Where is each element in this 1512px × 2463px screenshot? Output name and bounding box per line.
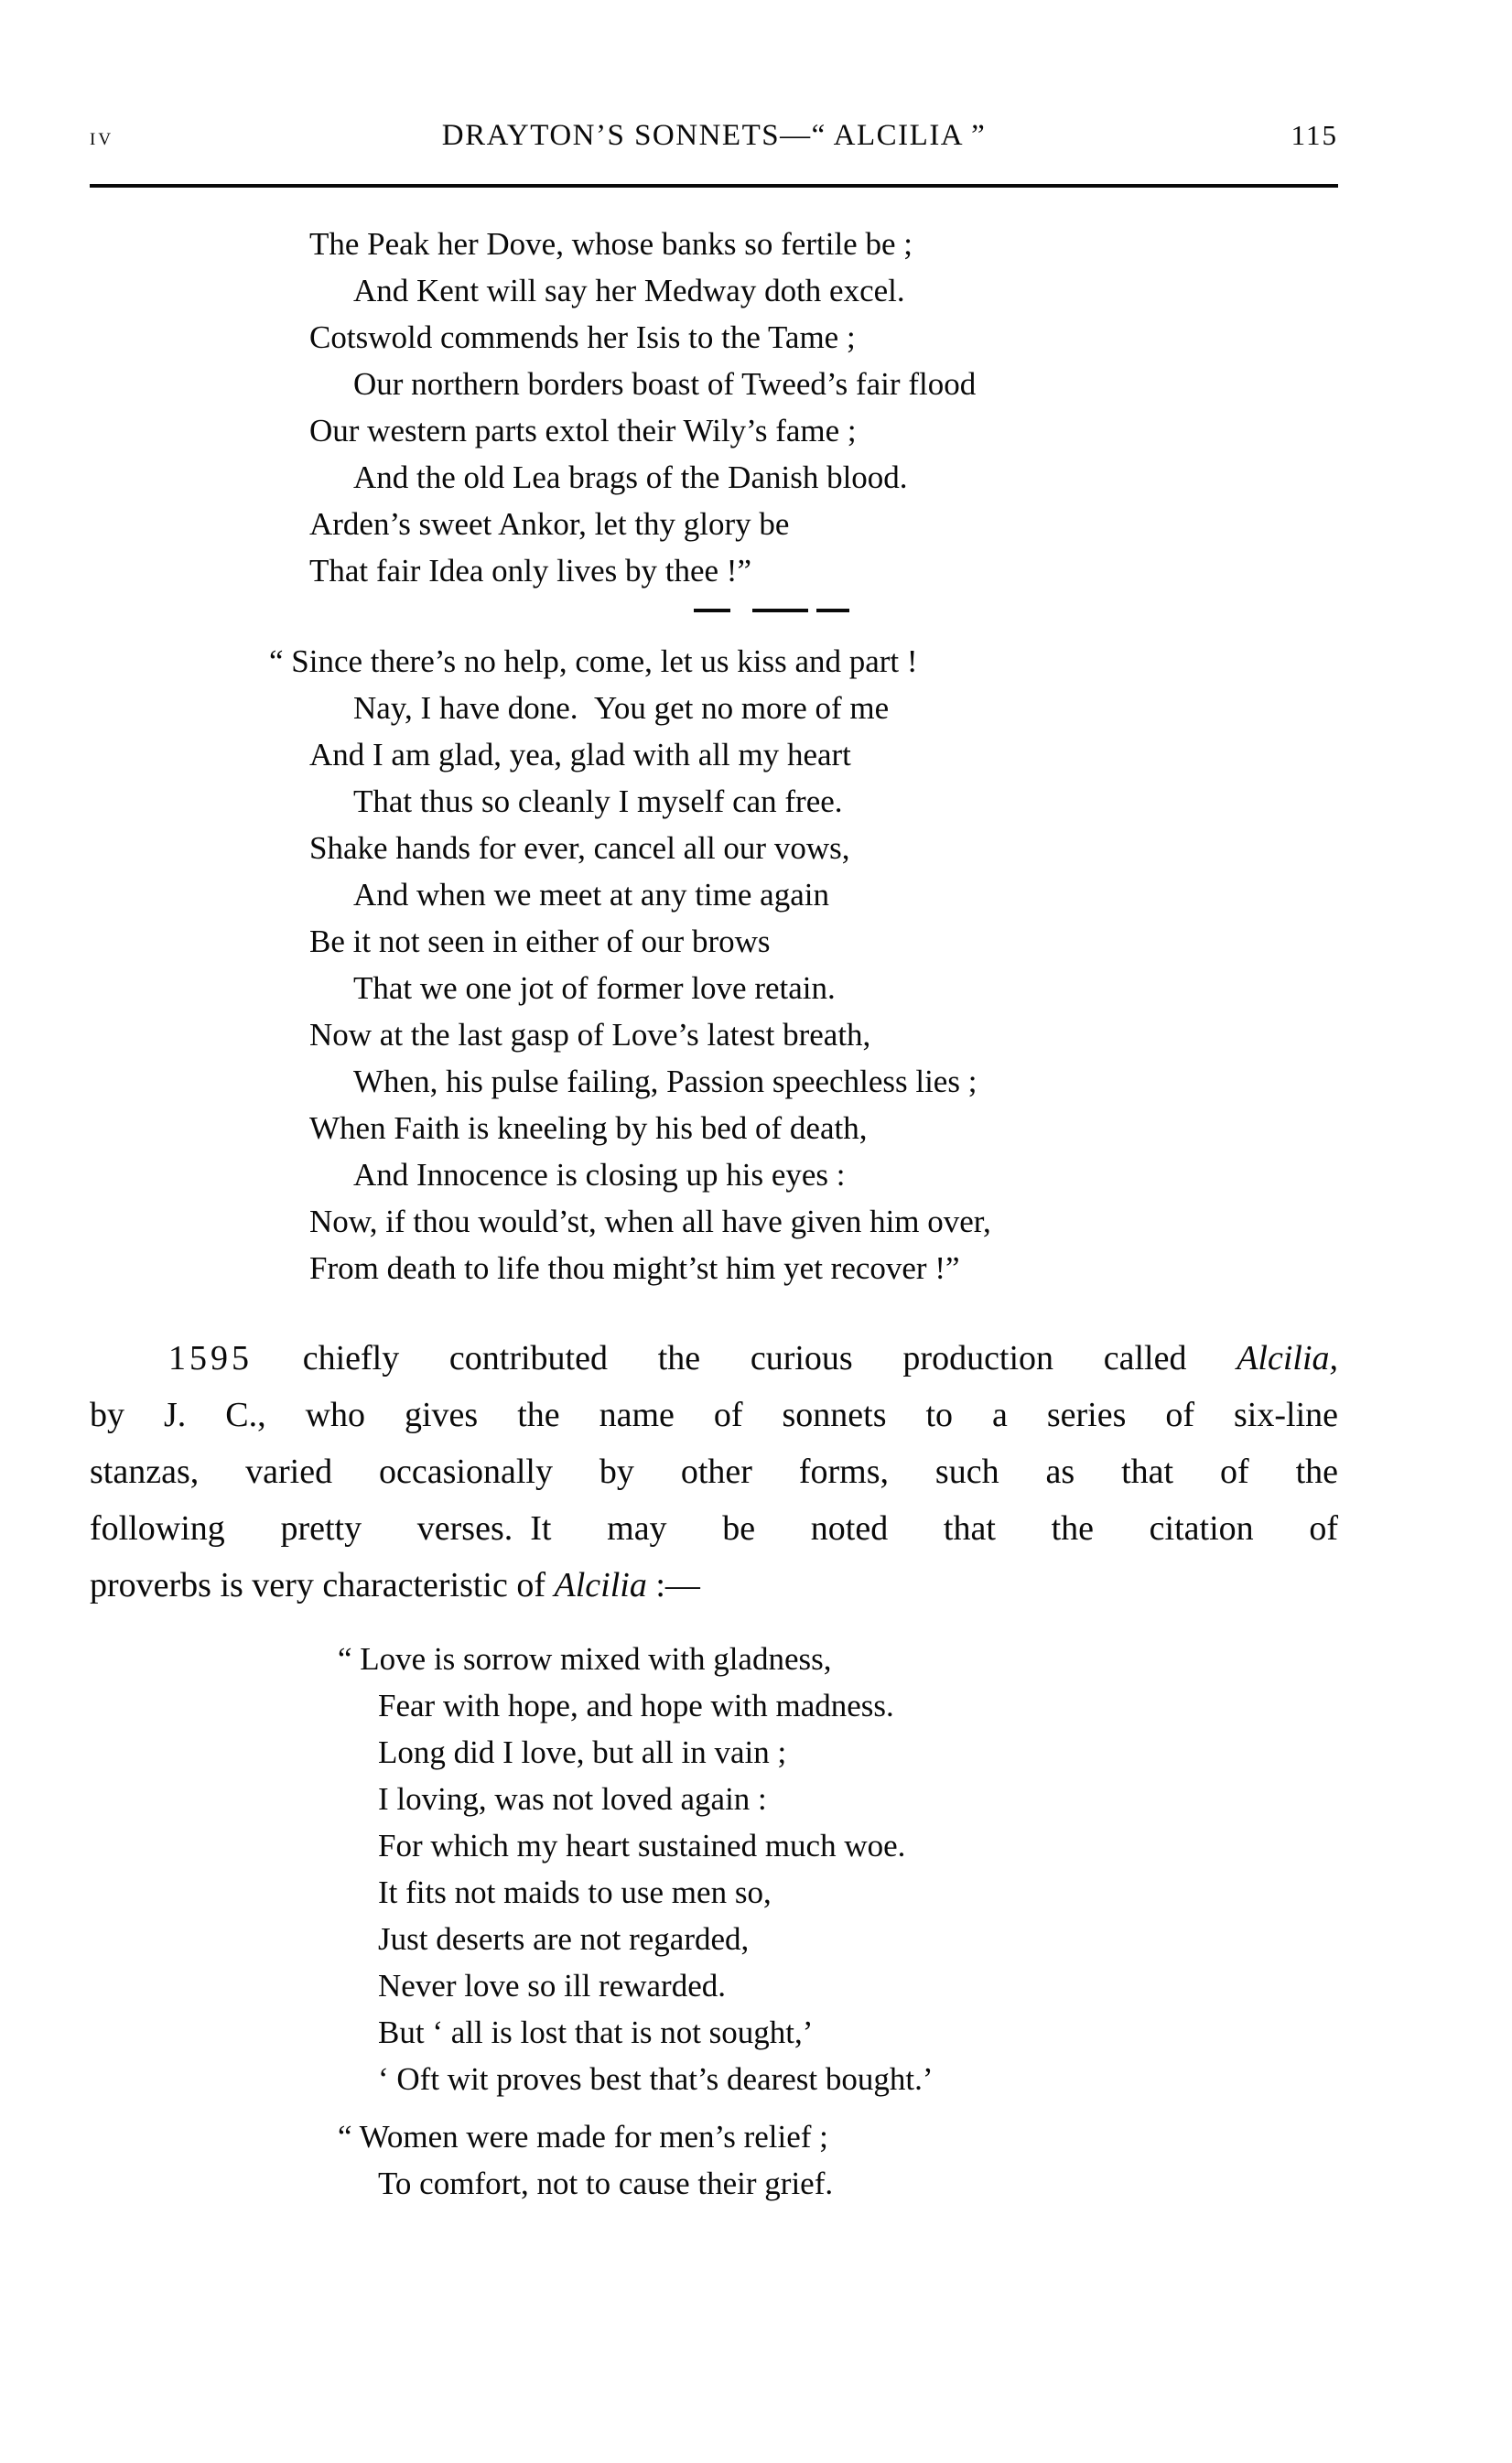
poem-stanza-1	[309, 221, 1338, 594]
poem-line: That thus so cleanly I myself can free.	[353, 783, 843, 819]
year-1595: 1595	[168, 1339, 253, 1377]
poem-line: When Faith is kneeling by his bed of death,	[309, 1110, 868, 1146]
poem-line: When, his pulse failing, Passion speechless lies ;	[353, 1064, 977, 1099]
poem-stanza-4	[338, 2113, 1338, 2207]
poem-line: “ Since there’s no help, come, let us kiss and part !	[269, 643, 918, 679]
poem-line: And Kent will say her Medway doth excel.	[353, 273, 905, 308]
poem-line: “ Love is sorrow mixed with gladness,	[338, 1641, 832, 1677]
folio-number: iv	[90, 123, 114, 150]
poem-line: And Innocence is closing up his eyes :	[353, 1157, 846, 1193]
divider-dash	[752, 609, 807, 612]
poem-line: Nay, I have done. You get no more of me	[353, 690, 890, 726]
poem-line: Never love so ill rewarded.	[378, 1968, 726, 2004]
poem-line: The Peak her Dove, whose banks so fertile be ;	[309, 226, 913, 262]
poem-line: Now, if thou would’st, when all have given him over,	[309, 1204, 991, 1239]
poem-line: Shake hands for ever, cancel all our vows,	[309, 830, 850, 866]
poem-line: From death to life thou might’st him yet recover !”	[309, 1250, 960, 1286]
poem-line: Cotswold commends her Isis to the Tame ;	[309, 319, 856, 355]
poem-line: Arden’s sweet Ankor, let thy glory be	[309, 506, 790, 542]
page-title: DRAYTON’S SONNETS—“ ALCILIA ”	[441, 119, 987, 152]
divider-dash	[816, 609, 849, 612]
paragraph-text: proverbs is very characteristic of	[90, 1566, 555, 1604]
paragraph-line: following pretty verses. It may be noted that the citation of	[90, 1509, 1338, 1548]
poem-line: To comfort, not to cause their grief.	[378, 2166, 834, 2201]
intro-paragraph	[90, 1330, 1338, 1614]
poem-line: And I am glad, yea, glad with all my heart	[309, 737, 851, 772]
italic-alcilia: Alcilia	[554, 1566, 647, 1604]
poem-line: Our western parts extol their Wily’s fame ;	[309, 413, 857, 448]
poem-line: Be it not seen in either of our brows	[309, 924, 771, 959]
poem-stanza-3	[338, 1636, 1338, 2102]
divider-dash	[694, 609, 730, 612]
poem-line: Fear with hope, and hope with madness.	[378, 1688, 894, 1723]
page-number: 115	[1291, 119, 1338, 151]
paragraph-line	[90, 1557, 1338, 1614]
poem-line: Now at the last gasp of Love’s latest breath,	[309, 1017, 871, 1053]
running-header	[90, 0, 1338, 153]
poem-line: But ‘ all is lost that is not sought,’	[378, 2015, 814, 2050]
poem-line: “ Women were made for men’s relief ;	[338, 2119, 828, 2155]
poem-stanza-2	[269, 638, 1338, 1291]
paragraph-text: chiefly contributed the curious production called	[253, 1339, 1237, 1377]
poem-line: Long did I love, but all in vain ;	[378, 1734, 787, 1770]
poem-line: It fits not maids to use men so,	[378, 1874, 772, 1910]
paragraph-line: stanzas, varied occasionally by other forms, such as that of the	[90, 1453, 1338, 1491]
paragraph-text: :—	[646, 1566, 700, 1604]
header-rule	[90, 184, 1338, 188]
paragraph-line	[90, 1330, 1338, 1387]
poem-line: For which my heart sustained much woe.	[378, 1828, 906, 1863]
stanza-divider	[694, 609, 849, 612]
poem-line: That we one jot of former love retain.	[353, 970, 836, 1006]
paragraph-line: by J. C., who gives the name of sonnets to a series of six-line	[90, 1396, 1338, 1434]
poem-line: That fair Idea only lives by thee !”	[309, 553, 751, 589]
poem-line: Just deserts are not regarded,	[378, 1921, 750, 1957]
poem-line: Our northern borders boast of Tweed’s fair flood	[353, 366, 977, 402]
poem-line: I loving, was not loved again :	[378, 1781, 767, 1817]
poem-line: ‘ Oft wit proves best that’s dearest bought.’	[378, 2061, 934, 2097]
italic-alcilia: Alcilia,	[1237, 1339, 1338, 1377]
poem-line: And the old Lea brags of the Danish blood.	[353, 459, 908, 495]
poem-line: And when we meet at any time again	[353, 877, 829, 913]
